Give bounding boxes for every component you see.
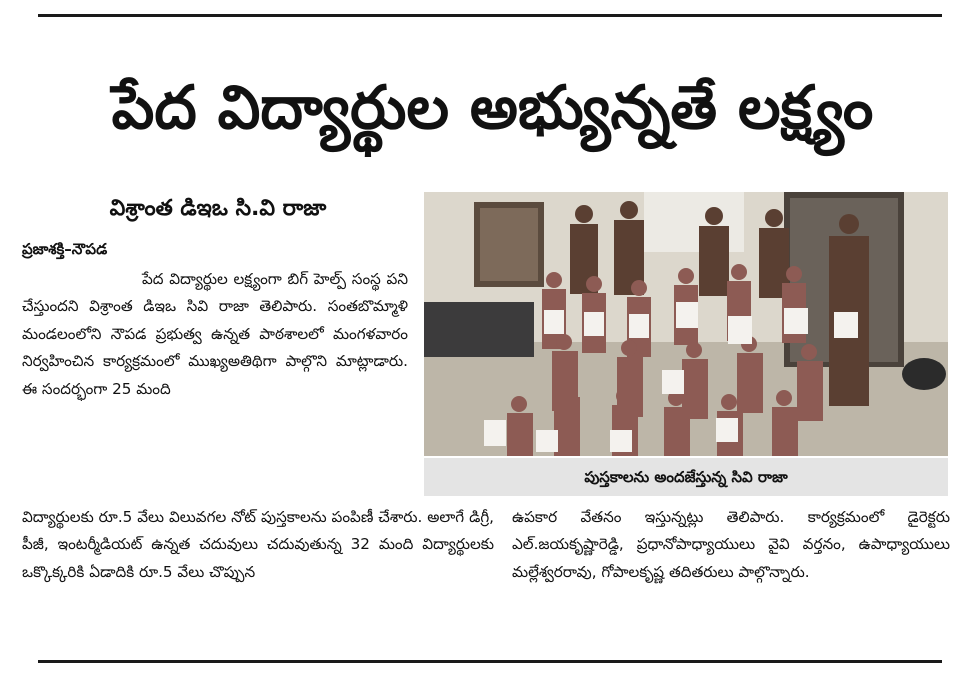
headline: పేద విద్యార్థుల అభ్యున్నతే లక్ష్యం (111, 73, 874, 143)
photo-caption: పుస్తకాలను అందజేస్తున్న సివి రాజా (424, 458, 948, 496)
dateline: ప్రజాశక్తి–నౌపడ (22, 240, 108, 258)
top-rule (38, 14, 942, 17)
body-paragraph-1: పేద విద్యార్థుల లక్ష్యంగా బిగ్ హెల్ప్ సంస్థ పని చేస్తుందని విశ్రాంత డిఇఒ సివి రాజా తెలిపారు. సంతబొమ్మాళి మండలంలోని నౌపడ ప్రభుత్వ ఉన్నత పాఠశాలలో మంగళవారం నిర్వహించిన కార్యక్రమంలో ముఖ్యఅతిథిగా పాల్గొని మాట్లాడారు. ఈ సందర్భంగా 25 మంది (22, 270, 408, 398)
body-paragraph-3: ఉపకార వేతనం ఇస్తున్నట్లు తెలిపారు. కార్యక్రమంలో డైరెక్టరు ఎల్.జయకృష్ణారెడ్డి, ప్రధానోపాధ్యాయులు వైవి వర్తనం, ఉపాధ్యాయులు మల్లేశ్వరరావు, గోపాలకృష్ణ తదితరులు పాల్గొన్నారు. (512, 508, 950, 581)
article-body-column-2 (22, 504, 494, 586)
body-paragraph-2: విద్యార్థులకు రూ.5 వేలు విలువగల నోట్ పుస్తకాలను పంపిణీ చేశారు. అలాగే డిగ్రీ, పీజీ, ఇంటర్మీడియట్ ఉన్నత చదువులు చదువుతున్న 32 మంది విద్యార్థులకు ఒక్కొక్కరికి ఏడాదికి రూ.5 వేలు చొప్పున (22, 508, 494, 581)
bottom-rule (38, 660, 942, 663)
article-body-column-3 (512, 504, 950, 586)
news-photo (424, 192, 948, 456)
subheadline: విశ్రాంత డిఇఒ సి.వి రాజా (109, 196, 327, 221)
article-body-column-1 (22, 266, 408, 403)
